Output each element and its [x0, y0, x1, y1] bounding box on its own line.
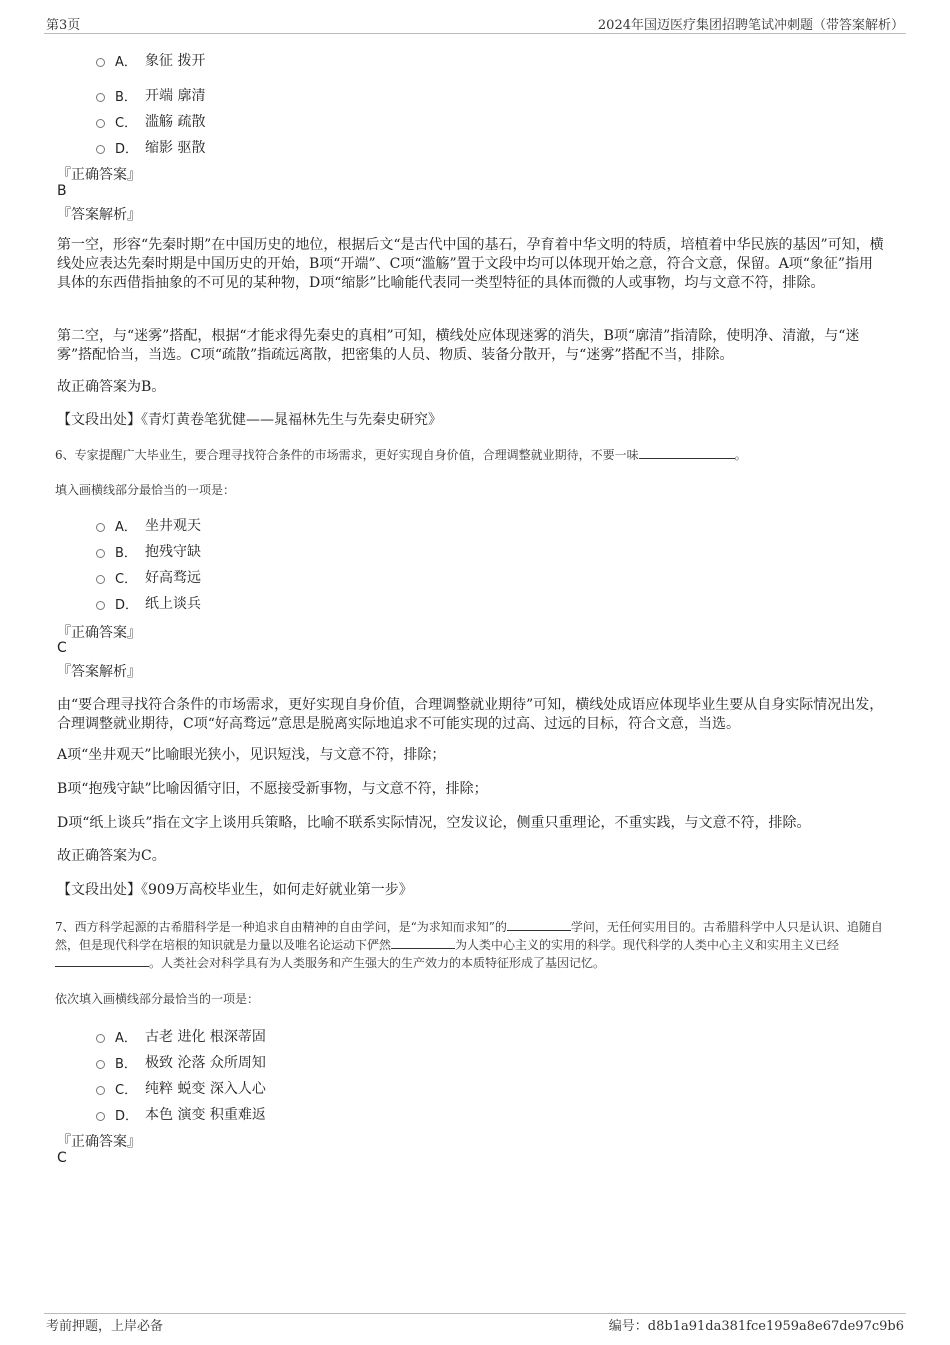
q6-analysis-para-2: A项“坐井观天”比喻眼光狭小，见识短浅，与文意不符，排除；	[57, 747, 446, 763]
document-code: 编号：d8b1a91da381fce1959a8e67de97c9b6	[608, 1319, 904, 1334]
q5-option-c[interactable]	[96, 111, 205, 131]
radio-icon[interactable]	[96, 1086, 105, 1095]
q6-source: 【文段出处】《909万高校毕业生，如何走好就业第一步》	[57, 882, 413, 898]
option-letter: C．	[115, 115, 138, 131]
option-letter: C．	[115, 571, 138, 587]
radio-icon[interactable]	[96, 549, 105, 558]
q5-source: 【文段出处】《青灯黄卷笔犹健——晁福林先生与先秦史研究》	[57, 412, 442, 428]
q6-stem	[55, 446, 895, 464]
q6-option-d[interactable]	[96, 593, 201, 613]
q6-option-c[interactable]	[96, 567, 201, 587]
q6-analysis-para-5: 故正确答案为C。	[57, 848, 166, 864]
q5-answer: B	[57, 183, 67, 199]
radio-icon[interactable]	[96, 575, 105, 584]
option-text: 开端 廓清	[145, 88, 206, 104]
radio-icon[interactable]	[96, 58, 105, 67]
header-divider	[44, 33, 906, 34]
q7-option-d[interactable]	[96, 1104, 266, 1124]
q5-option-b[interactable]	[96, 85, 205, 105]
q6-stem-text: 6、专家提醒广大毕业生，要合理寻找符合条件的市场需求，更好实现自身价值，合理调整就业期待，不要一味	[55, 448, 639, 462]
document-title: 2024年国迈医疗集团招聘笔试冲刺题（带答案解析）	[597, 18, 904, 33]
q7-answer: C	[57, 1150, 67, 1166]
q5-analysis-label: 『答案解析』	[57, 207, 141, 223]
option-text: 缩影 驱散	[145, 140, 206, 156]
option-letter: A．	[115, 1030, 137, 1046]
option-text: 古老 进化 根深蒂固	[145, 1029, 266, 1045]
option-letter: D．	[115, 597, 139, 613]
option-letter: C．	[115, 1082, 138, 1098]
q5-analysis-para-3: 故正确答案为B。	[57, 379, 166, 395]
option-letter: D．	[115, 141, 139, 157]
option-text: 滥觞 疏散	[145, 114, 206, 130]
q7-stem-part-3: 为人类中心主义的实用的科学。现代科学的人类中心主义和实用主义已经	[455, 938, 840, 952]
q6-option-a[interactable]	[96, 515, 201, 535]
q6-analysis-para-1: 由“要合理寻找符合条件的市场需求，更好实现自身价值，合理调整就业期待”可知，横线处成语应体现毕业生要从自身实际情况出发，合理调整就业期待，C项“好高骛远”意思是脱离实际地追求不可能实现的过高、过远的目标，符合文意，当选。	[57, 697, 884, 732]
q6-answer: C	[57, 640, 67, 656]
option-letter: A．	[115, 519, 137, 535]
radio-icon[interactable]	[96, 145, 105, 154]
q5-correct-answer-label: 『正确答案』	[57, 167, 141, 183]
option-letter: B．	[115, 89, 137, 105]
option-text: 纸上谈兵	[145, 596, 201, 612]
q6-prompt: 填入画横线部分最恰当的一项是：	[55, 483, 236, 497]
q6-analysis-para-3: B项“抱残守缺”比喻因循守旧，不愿接受新事物，与文意不符，排除；	[57, 781, 488, 797]
footer-slogan: 考前押题，上岸必备	[46, 1319, 164, 1334]
option-text: 坐井观天	[145, 518, 201, 534]
q6-analysis-para-4: D项“纸上谈兵”指在文字上谈用兵策略，比喻不联系实际情况，空发议论，侧重只重理论，不重实践，与文意不符，排除。	[57, 815, 811, 831]
q5-option-a[interactable]	[96, 50, 205, 70]
q6-correct-answer-label: 『正确答案』	[57, 625, 141, 641]
q7-stem	[55, 918, 895, 972]
q7-blank-1	[507, 918, 571, 931]
option-text: 极致 沦落 众所周知	[145, 1055, 266, 1071]
radio-icon[interactable]	[96, 601, 105, 610]
q7-option-b[interactable]	[96, 1052, 266, 1072]
q7-stem-part-4: 。人类社会对科学具有为人类服务和产生强大的生产效力的本质特征形成了基因记忆。	[149, 956, 606, 970]
q7-stem-part-1: 7、西方科学起源的古希腊科学是一种追求自由精神的自由学问，是“为求知而求知”的	[55, 920, 507, 934]
q6-analysis-label: 『答案解析』	[57, 664, 141, 680]
q6-option-b[interactable]	[96, 541, 201, 561]
q7-stem-part-2: 学问，无任何实用目的。古希腊科学中人只是认识、追随自然，但是现代科学在培根的知识就是力量以及唯名论运动下俨然	[55, 920, 883, 952]
q7-blank-3	[55, 954, 149, 967]
option-text: 好高骛远	[145, 570, 201, 586]
q5-analysis-para-1: 第一空，形容“先秦时期”在中国历史的地位，根据后文“是古代中国的基石，孕育着中华文明的特质，培植着中华民族的基因”可知，横线处应表达先秦时期是中国历史的开始，B项“开端”、C项“滥觞”置于文段中均可以体现开始之意，符合文意，保留。A项“象征”指用具体的东西借指抽象的不可见的某种物，D项“缩影”比喻能代表同一类型特征的具体而微的人或事物，均与文意不符，排除。	[57, 237, 884, 291]
option-text: 本色 演变 积重难返	[145, 1107, 266, 1123]
option-letter: B．	[115, 545, 137, 561]
radio-icon[interactable]	[96, 1112, 105, 1121]
q5-analysis-para-2: 第二空，与“迷雾”搭配，根据“才能求得先秦史的真相”可知，横线处应体现迷雾的消失，B项“廓清”指清除，使明净、清澈，与“迷雾”搭配恰当，当选。C项“疏散”指疏远离散，把密集的人员、物质、装备分散开，与“迷雾”搭配不当，排除。	[57, 328, 860, 363]
option-letter: B．	[115, 1056, 137, 1072]
option-text: 象征 拨开	[145, 53, 206, 69]
q5-option-d[interactable]	[96, 137, 205, 157]
q7-option-c[interactable]	[96, 1078, 266, 1098]
q7-blank-2	[391, 936, 455, 949]
option-text: 纯粹 蜕变 深入人心	[145, 1081, 266, 1097]
option-letter: A．	[115, 54, 137, 70]
radio-icon[interactable]	[96, 523, 105, 532]
q6-stem-end: 。	[734, 448, 747, 462]
option-letter: D．	[115, 1108, 139, 1124]
radio-icon[interactable]	[96, 1060, 105, 1069]
q7-option-a[interactable]	[96, 1026, 266, 1046]
page-number: 第3页	[46, 18, 81, 33]
radio-icon[interactable]	[96, 93, 105, 102]
q7-prompt: 依次填入画横线部分最恰当的一项是：	[55, 992, 260, 1006]
radio-icon[interactable]	[96, 119, 105, 128]
q6-blank	[639, 446, 735, 459]
option-text: 抱残守缺	[145, 544, 201, 560]
footer-divider	[44, 1313, 906, 1314]
q7-correct-answer-label: 『正确答案』	[57, 1134, 141, 1150]
radio-icon[interactable]	[96, 1034, 105, 1043]
